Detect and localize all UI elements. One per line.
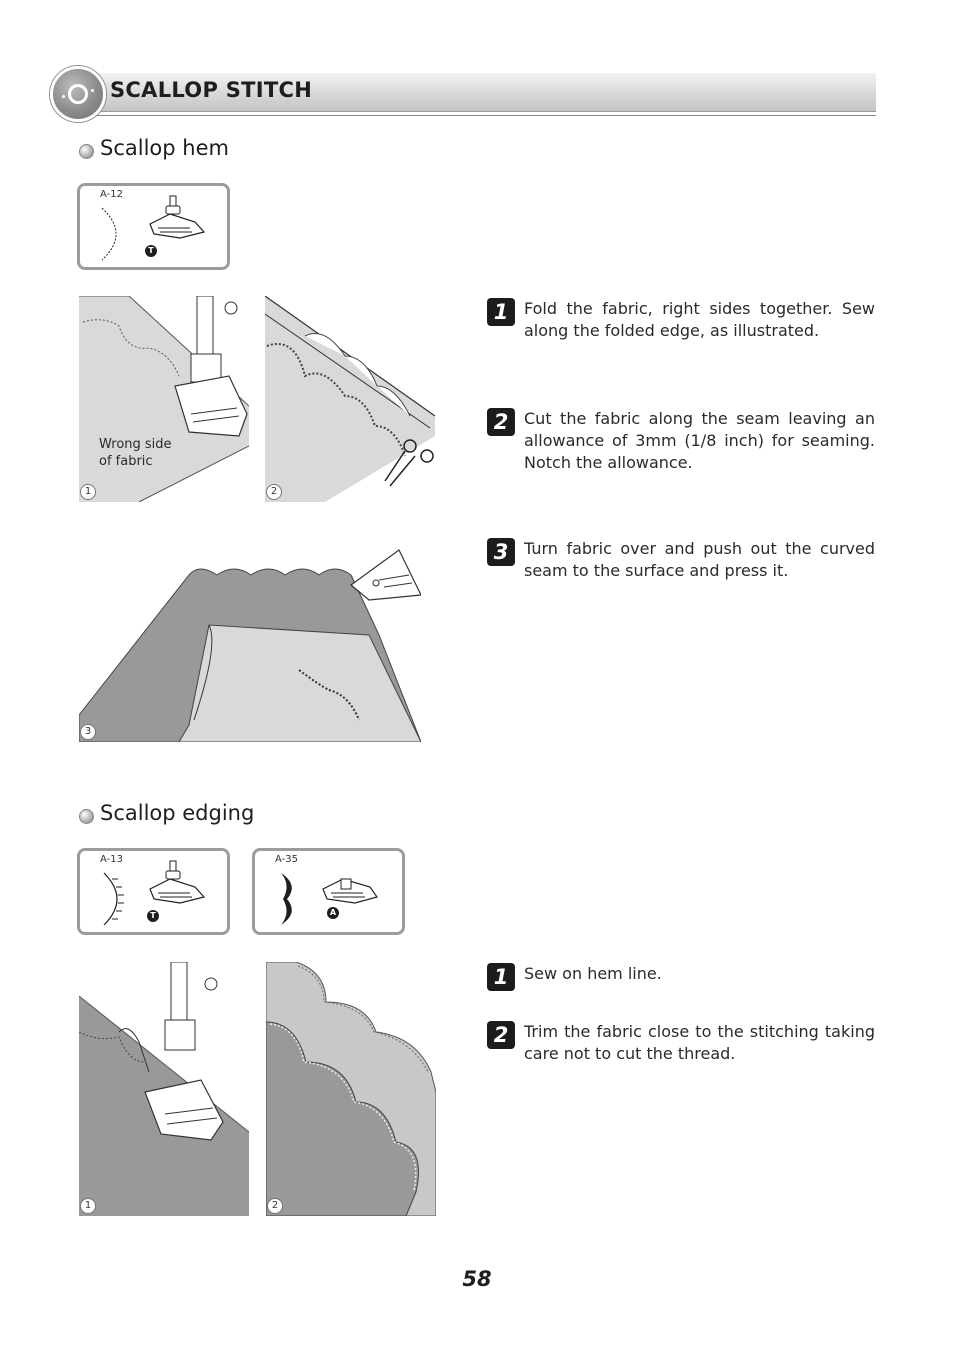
hem-figure-1 (79, 296, 249, 502)
stitch-setting-box (252, 848, 405, 935)
presser-foot-icon (140, 859, 210, 914)
scallop-pattern-icon (100, 869, 130, 929)
presser-foot-icon (315, 859, 385, 914)
step-text: Turn fabric over and push out the curved seam to the surface and press it. (524, 539, 875, 580)
bullet-icon (79, 809, 94, 824)
step-text: Sew on hem line. (524, 964, 662, 983)
hem-figure-3 (79, 545, 421, 742)
figure-number: 1 (80, 484, 96, 500)
stitch-setting-box (77, 848, 230, 935)
figure-number: 1 (80, 1198, 96, 1214)
page-number: 58 (462, 1267, 492, 1291)
wrong-side-label: Wrong side of fabric (99, 437, 172, 469)
pattern-code: A-13 (100, 854, 123, 865)
step-number: 3 (487, 538, 515, 566)
bullet-icon (79, 144, 94, 159)
hem-figure-2 (265, 296, 435, 502)
edging-figure-1 (79, 962, 249, 1216)
section-title-edging: Scallop edging (100, 801, 255, 825)
page-title: SCALLOP STITCH (110, 78, 313, 102)
scallop-pattern-icon (96, 204, 126, 264)
scallop-pattern-icon (277, 871, 307, 927)
stitch-setting-box (77, 183, 230, 270)
foot-badge: T (145, 245, 157, 257)
step-text: Trim the fabric close to the stitching taking care not to cut the thread. (524, 1022, 875, 1063)
figure-number: 3 (80, 724, 96, 740)
step-text: Fold the fabric, right sides together. Sew along the folded edge, as illustrated. (524, 299, 875, 340)
section-emblem-icon (50, 66, 106, 122)
step-number: 1 (487, 298, 515, 326)
pattern-code: A-35 (275, 854, 298, 865)
header-rule (60, 115, 876, 116)
figure-number: 2 (266, 484, 282, 500)
step-number: 2 (487, 1021, 515, 1049)
pattern-code: A-12 (100, 189, 123, 200)
foot-badge: A (327, 907, 339, 919)
step-text: Cut the fabric along the seam leaving an allowance of 3mm (1/8 inch) for seaming. Notch the allowance. (524, 409, 875, 472)
foot-badge: T (147, 910, 159, 922)
presser-foot-icon (140, 194, 210, 249)
step-number: 1 (487, 963, 515, 991)
edging-figure-2 (266, 962, 436, 1216)
section-title-hem: Scallop hem (100, 136, 229, 160)
step-number: 2 (487, 408, 515, 436)
figure-number: 2 (267, 1198, 283, 1214)
